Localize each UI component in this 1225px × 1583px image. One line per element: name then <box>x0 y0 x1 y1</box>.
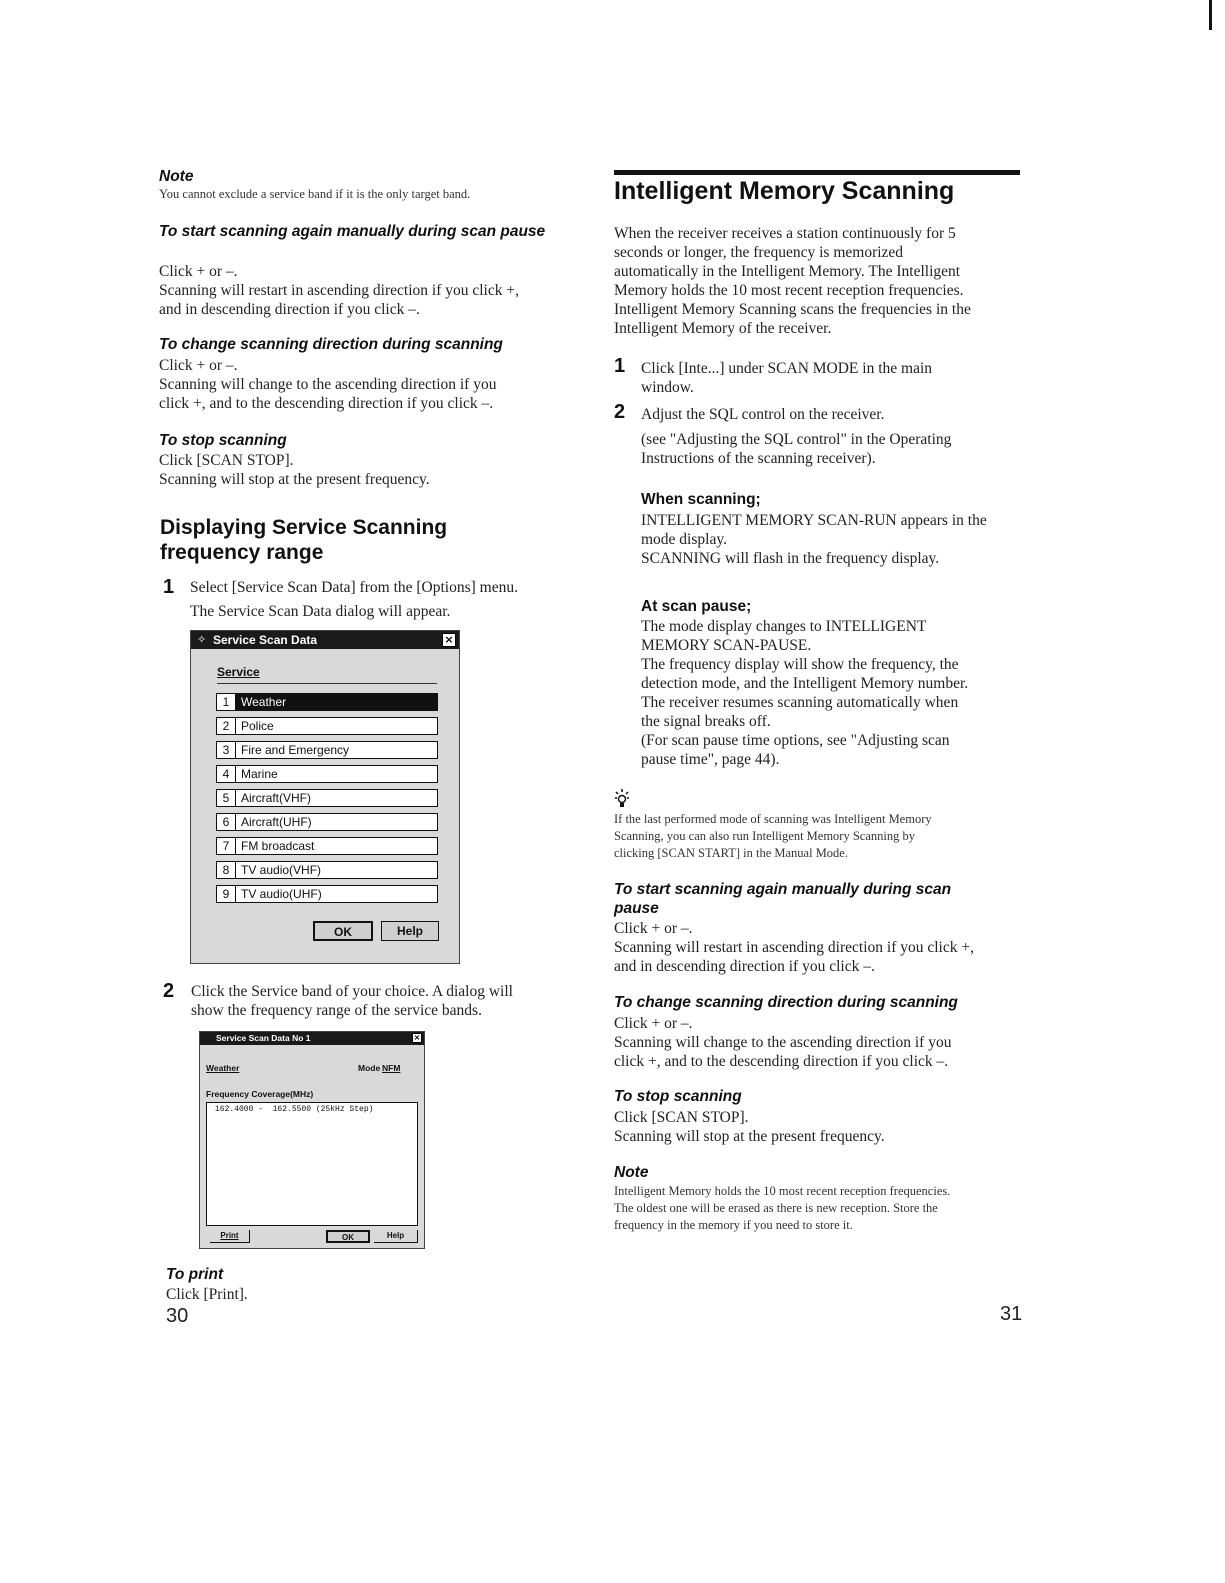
service-item-number: 5 <box>217 790 236 806</box>
service-item-number: 4 <box>217 766 236 782</box>
service-item-marine[interactable] <box>216 765 438 783</box>
dialog-title: Service Scan Data <box>213 633 318 647</box>
service-divider <box>217 683 437 684</box>
when-scanning-line: INTELLIGENT MEMORY SCAN-RUN appears in the <box>641 512 987 529</box>
lightbulb-tip-icon <box>614 788 630 808</box>
right-note-heading: Note <box>614 1164 649 1181</box>
step1-line1: Select [Service Scan Data] from the [Options] menu. <box>190 579 518 596</box>
stop-heading: To stop scanning <box>159 432 287 449</box>
step1-number: 1 <box>163 576 175 598</box>
section-heading-line1: Displaying Service Scanning <box>160 516 448 539</box>
service-item-label: Fire and Emergency <box>241 743 350 757</box>
frequency-range: 162.4000 - 162.5500 (25kHz Step) <box>215 1105 374 1114</box>
service-item-number: 9 <box>217 886 236 902</box>
close-icon[interactable]: × <box>413 1033 421 1042</box>
right-restart-line3: and in descending direction if you click –. <box>614 958 875 975</box>
right-step2-number: 2 <box>614 401 626 423</box>
right-step1-number: 1 <box>614 355 626 377</box>
scan-pause-line: The mode display changes to INTELLIGENT <box>641 618 927 635</box>
frequency-list[interactable] <box>206 1102 418 1226</box>
intro-line: Intelligent Memory Scanning scans the frequencies in the <box>614 301 971 318</box>
right-step2-line2: (see "Adjusting the SQL control" in the Operating <box>641 431 952 448</box>
right-direction-line3: click +, and to the descending direction if you click –. <box>614 1053 949 1070</box>
right-direction-line2: Scanning will change to the ascending direction if you <box>614 1034 952 1051</box>
help-button[interactable]: Help <box>381 921 439 941</box>
service-item-label: Aircraft(UHF) <box>241 815 312 829</box>
right-step1-line2: window. <box>641 379 694 396</box>
print-line: Click [Print]. <box>166 1286 248 1303</box>
service-item-tv-audio-uhf[interactable] <box>216 885 438 903</box>
service-item-number: 8 <box>217 862 236 878</box>
service-item-aircraft-uhf[interactable] <box>216 813 438 831</box>
tip-line: clicking [SCAN START] in the Manual Mode. <box>614 846 848 860</box>
intro-line: Intelligent Memory of the receiver. <box>614 320 832 337</box>
service-item-number: 3 <box>217 742 236 758</box>
scan-pause-line: MEMORY SCAN-PAUSE. <box>641 637 812 654</box>
service-item-number: 6 <box>217 814 236 830</box>
service-item-police[interactable] <box>216 717 438 735</box>
intro-line: seconds or longer, the frequency is memorized <box>614 244 904 261</box>
service-item-label: Weather <box>241 695 287 709</box>
direction-line3: click +, and to the descending direction if you click –. <box>159 395 494 412</box>
ok-button[interactable]: OK <box>326 1230 370 1243</box>
page-number-left: 30 <box>166 1305 189 1327</box>
mode-label: Mode <box>358 1063 381 1073</box>
service-item-label: Aircraft(VHF) <box>241 791 311 805</box>
tip-line: Scanning, you can also run Intelligent Memory Scanning by <box>614 829 915 843</box>
scan-pause-line: detection mode, and the Intelligent Memory number. <box>641 675 969 692</box>
service-item-number: 1 <box>217 694 236 710</box>
help-button[interactable]: Help <box>374 1230 418 1243</box>
step2-number: 2 <box>163 980 175 1002</box>
direction-heading: To change scanning direction during scanning <box>159 336 503 353</box>
service-item-tv-audio-vhf[interactable] <box>216 861 438 879</box>
scan-pause-heading: At scan pause; <box>641 598 752 615</box>
service-item-label: Marine <box>241 767 278 781</box>
restart-line1: Click + or –. <box>159 263 238 280</box>
right-step2-line1: Adjust the SQL control on the receiver. <box>641 406 885 423</box>
scan-edge-mark <box>1209 0 1212 30</box>
stop-line2: Scanning will stop at the present frequency. <box>159 471 430 488</box>
app-icon: ✧ <box>197 634 207 646</box>
scan-pause-line: the signal breaks off. <box>641 713 771 730</box>
right-stop-heading: To stop scanning <box>614 1088 742 1105</box>
service-item-aircraft-vhf[interactable] <box>216 789 438 807</box>
service-item-label: TV audio(UHF) <box>241 887 322 901</box>
right-note-line: frequency in the memory if you need to store it. <box>614 1218 853 1232</box>
restart-line3: and in descending direction if you click –. <box>159 301 420 318</box>
note-text: You cannot exclude a service band if it is the only target band. <box>159 187 471 201</box>
service-item-number: 2 <box>217 718 236 734</box>
when-scanning-line: SCANNING will flash in the frequency display. <box>641 550 940 567</box>
step2-line1: Click the Service band of your choice. A dialog will <box>191 983 513 1000</box>
print-button[interactable]: Print <box>210 1230 250 1243</box>
service-item-label: Police <box>241 719 274 733</box>
service-scan-data-dialog <box>190 630 460 964</box>
frequency-coverage-label: Frequency Coverage(MHz) <box>206 1089 314 1099</box>
right-note-line: The oldest one will be erased as there is new reception. Store the <box>614 1201 938 1215</box>
service-name: Weather <box>206 1063 240 1073</box>
service-label: Service <box>217 665 260 679</box>
restart-line2: Scanning will restart in ascending direction if you click +, <box>159 282 519 299</box>
right-step2-line3: Instructions of the scanning receiver). <box>641 450 876 467</box>
service-item-label: TV audio(VHF) <box>241 863 322 877</box>
right-heading: Intelligent Memory Scanning <box>614 177 955 205</box>
scan-pause-line: The receiver resumes scanning automatically when <box>641 694 959 711</box>
right-stop-line1: Click [SCAN STOP]. <box>614 1109 749 1126</box>
right-restart-line1: Click + or –. <box>614 920 693 937</box>
print-heading: To print <box>166 1266 224 1283</box>
right-stop-line2: Scanning will stop at the present frequency. <box>614 1128 885 1145</box>
stop-line1: Click [SCAN STOP]. <box>159 452 294 469</box>
step1-line2: The Service Scan Data dialog will appear. <box>190 603 451 620</box>
service-item-fm-broadcast[interactable] <box>216 837 438 855</box>
scan-pause-line: The frequency display will show the frequency, the <box>641 656 959 673</box>
intro-line: When the receiver receives a station continuously for 5 <box>614 225 956 242</box>
dialog-title-bar <box>191 631 459 649</box>
right-restart-heading-line2: pause <box>614 900 659 917</box>
right-step1-line1: Click [Inte...] under SCAN MODE in the main <box>641 360 933 377</box>
section-heading-line2: frequency range <box>160 541 324 564</box>
scan-pause-line: pause time", page 44). <box>641 751 780 768</box>
tip-line: If the last performed mode of scanning was Intelligent Memory <box>614 812 932 826</box>
service-scan-data-detail-dialog <box>199 1031 425 1249</box>
intro-line: Memory holds the 10 most recent reception frequencies. <box>614 282 964 299</box>
right-restart-heading-line1: To start scanning again manually during scan <box>614 881 952 898</box>
ok-button[interactable]: OK <box>313 921 373 941</box>
right-restart-line2: Scanning will restart in ascending direction if you click +, <box>614 939 974 956</box>
direction-line2: Scanning will change to the ascending direction if you <box>159 376 497 393</box>
right-direction-line1: Click + or –. <box>614 1015 693 1032</box>
restart-heading: To start scanning again manually during scan pause <box>159 223 546 240</box>
note-heading: Note <box>159 168 194 185</box>
close-icon[interactable]: × <box>442 633 456 647</box>
when-scanning-line: mode display. <box>641 531 727 548</box>
service-item-weather[interactable] <box>216 693 438 711</box>
page-number-right: 31 <box>1000 1303 1023 1325</box>
heading-rule <box>614 170 1020 175</box>
step2-line2: show the frequency range of the service bands. <box>191 1002 482 1019</box>
dialog-title-bar <box>200 1032 424 1045</box>
right-direction-heading: To change scanning direction during scanning <box>614 994 958 1011</box>
when-scanning-heading: When scanning; <box>641 491 761 508</box>
right-note-line: Intelligent Memory holds the 10 most recent reception frequencies. <box>614 1184 951 1198</box>
service-item-label: FM broadcast <box>241 839 315 853</box>
mode-value: NFM <box>382 1063 401 1073</box>
scan-pause-line: (For scan pause time options, see "Adjusting scan <box>641 732 950 749</box>
service-item-number: 7 <box>217 838 236 854</box>
direction-line1: Click + or –. <box>159 357 238 374</box>
dialog-title: Service Scan Data No 1 <box>216 1033 311 1043</box>
intro-line: automatically in the Intelligent Memory. The Intelligent <box>614 263 961 280</box>
service-item-fire-emergency[interactable] <box>216 741 438 759</box>
